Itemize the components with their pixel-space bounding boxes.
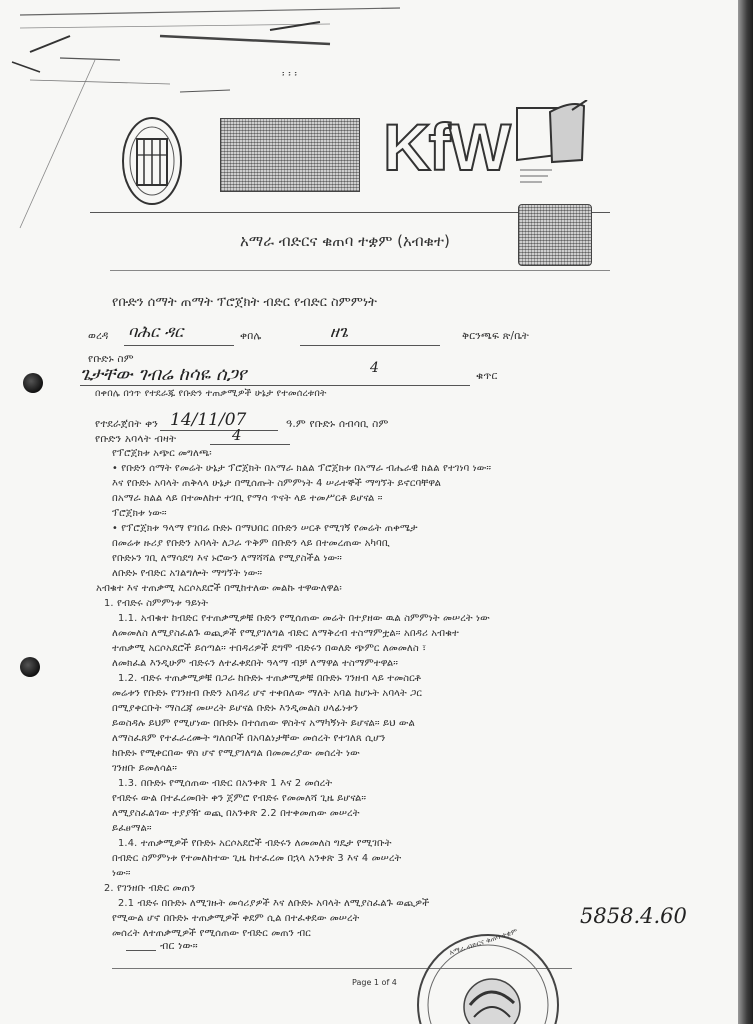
title-divider [110,270,610,271]
loan-amount: 5858.4.60 [580,904,687,928]
office-label: ቅርንጫፍ ጽ/ቤት [462,330,530,342]
members-underline [210,444,290,445]
body-line: እና የቡድኑ አባላት ጠቅላላ ሁኔታ በሚሰጡት ስምምነት 4 ሠራተኞች ማግኘት ይኖርባቸዋል [112,478,441,489]
kebele-underline [300,345,440,346]
kfw-logo-text: KfW [383,110,509,184]
body-line: ለቡድኑ የብድር አገልግሎት ማግኘት ነው። [112,568,263,579]
top-mark: ፡ ፡ ፡ [282,68,298,80]
instructions-line: በቀበሌ በጎጥ የተደራጁ የቡድን ተጠቃሚዎች ሁኔታ የተመሰረቱበት [95,388,327,399]
group-name-value: ጌታቸው ገብሬ ከሳዬ ሰጋየ [80,364,247,385]
page-edge [738,0,753,1024]
body-line: በሚያቀርቡት ማስረጃ መሠረት ይሆናል ቡድኑ እንዲመልስ ሀላፊነቱን [112,703,359,714]
scan-artifacts [0,0,738,240]
body-line: 1. የብድሩ ስምምነቱ ዓይነት [104,598,209,609]
body-line: • የቡድን ሰማት የመሬት ሁኔታ ፕሮጀክት በአማራ ክልል ፕሮጀክቱ በአማራ ብሔራዊ ክልል የተገነባ ነው። [112,463,492,474]
section-title: የቡድን ሰማት ጠማት ፕሮጀክት ብድር የብድር ስምምነት [112,295,377,310]
kebele-label: ቀበሌ [240,330,262,342]
photo-logo-icon [220,118,360,192]
kebele-value: ዘጌ [330,322,349,341]
body-line: የብድሩ ውል በተፈረመበት ቀን ጀምሮ የብድሩ የመመለሻ ጊዜ ይሆናል። [112,793,367,804]
date-underline [160,430,278,431]
body-line: ለመመለስ ለሚያስፈልጉ ወጪዎች የሚያገለግል ብድር ለማቅረብ ተስማምቷል። አበዳሪ አብቁተ [112,628,459,639]
body-line: ፕሮጀክቱ ነው። [112,508,167,519]
punch-hole-top [23,373,43,393]
swirl-logo-icon [518,204,592,266]
loan-tail: ብር ነው። [160,940,198,952]
members-label: የቡድን አባላት ብዛት [95,433,177,445]
body-line: ነው። [112,868,131,879]
page-number: Page 1 of 4 [352,978,397,987]
kfw-logo [383,108,509,186]
body-line: ለማስፈጸም የተፈራረሙት ግለሰቦች በአባልነታቸው መሰረት የተገለጸ ሲሆን [112,733,386,744]
group-name-label: የቡድኑ ስም [88,353,134,365]
body-line: በአማራ ክልል ላይ በተመለከተ ተገቢ የማሳ ጥናት ላይ ተመሥርቶ ይሆናል ። [112,493,383,504]
body-line: ይወስዳሉ ይህም የሚሆነው በቡድኑ በተሰጠው ዋስትና አማካኝነት ይሆናል። ይህ ውል [112,718,415,729]
body-line: ለሚያስፈልገው ተያያዥ ወጪ በአንቀጽ 2.2 በተቀመጠው መሠረት [112,808,360,819]
body-line: መሬቱን የቡድኑ የገንዘብ ቡድን አበዳሪ ሆኖ ተቀበለው ማለት አባል ከሆኑት አባላት ጋር [112,688,423,699]
body-line: ለመክፈል እንዲሁም ብድሩን ለተፈቀደበት ዓላማ ብቻ ለማዋል ተስማምተዋል። [112,658,399,669]
body-line: ከቡድኑ የሚቀርበው ዋስ ሆኖ የሚያገለግል በመመሪያው መሰረት ነው [112,748,360,759]
body-line: በብድር ስምምነቱ የተመለከተው ጊዜ ከተፈረመ በኋላ አንቀጽ 3 እና 4 መሠረት [112,853,402,864]
body-line: በመሬቱ ዙሪያ የቡድን አባላት ለጋራ ጥቅም በቡድን ላይ በተመረጠው አካባቢ [112,538,390,549]
date-label: የተደራጀበት ቀን [95,418,159,430]
emblem-logo-icon [120,115,184,207]
map-logo-icon [512,100,592,190]
loan-underline [126,950,156,951]
body-line: ገንዘቡ ይመለሳል። [112,763,177,774]
woreda-value: ባሕር ዳር [128,322,184,341]
body-line: ይፈፀማል። [112,823,152,834]
group-code-value: 4 [370,360,379,376]
group-name-underline [80,385,470,386]
body-line: 1.4. ተጠቃሚዎች የቡድኑ አርሶአደሮች ብድሩን ለመመለስ ግዴታ የሚገቡት [118,838,392,849]
date-suffix: ዓ.ም የቡድኑ ሰብሳቢ ስም [286,418,389,430]
body-line: አብቁተ እና ተጠቃሚ አርሶአደሮች በሚከተለው መልኩ ተዋውለዋል፡ [96,583,342,594]
body-line: የቡድኑን ገቢ ለማሳደግ እና ኑሮውን ለማሻሻል የሚያስችል ነው። [112,553,342,564]
body-line: የፕሮጀክቱ አጭር መግለጫ፡ [112,448,212,459]
agency-title: አማራ ብድርና ቁጠባ ተቋም (አብቁተ) [240,232,450,250]
date-value: 14/11/07 [170,410,247,430]
woreda-label: ወረዳ [88,330,109,342]
body-line: የሚውል ሆኖ በቡድኑ ተጠቃሚዎች ቀደም ሲል በተፈቀደው መሠረት [112,913,360,924]
body-line: • የፕሮጀክቱ ዓላማ የገበሬ ቡድኑ በማህበር በቡድን ሠርቶ የሚገኝ የመሬት ጠቀሜታ [112,523,418,534]
body-line: 1.1. አብቁተ ከብድር የተጠቃሚዎቹ ቡድን የሚሰጠው መሬት በተያዘው ዉል ስምምነት መሠረት ነው [118,613,490,624]
body-line: ተጠቃሚ አርሶአደሮች ይሰጣል። ተበዳሪዎች ደግሞ ብድሩን በወለድ ጭምር ለመመለስ ፣ [112,643,427,654]
body-line: 1.3. በቡድኑ የሚሰጠው ብድር በአንቀጽ 1 እና 2 መሰረት [118,778,333,789]
punch-hole-bottom [20,657,40,677]
body-line: 1.2. ብድሩ ተጠቃሚዎቹ በጋራ ከቡድኑ ተጠቃሚዎቹ በቡድኑ ገንዘብ ላይ ተመስርቶ [118,673,422,684]
members-value: 4 [232,426,242,444]
body-line: 2. የገንዘቡ ብድር መጠን [104,883,196,894]
stamp-text: አማራ ብድርና ቁጠባ ተቋም [448,927,519,957]
body-line: 2.1 ብድሩ በቡድኑ ለሚገዙት መሳሪያዎች እና ለቡድኑ አባላት ለሚያስፈልጉ ወጪዎች [118,898,430,909]
woreda-underline [124,345,234,346]
group-code-label: ቁጥር [476,370,498,382]
body-line: መሰረት ለተጠቃሚዎች የሚሰጠው የብድር መጠን ብር [112,928,311,939]
